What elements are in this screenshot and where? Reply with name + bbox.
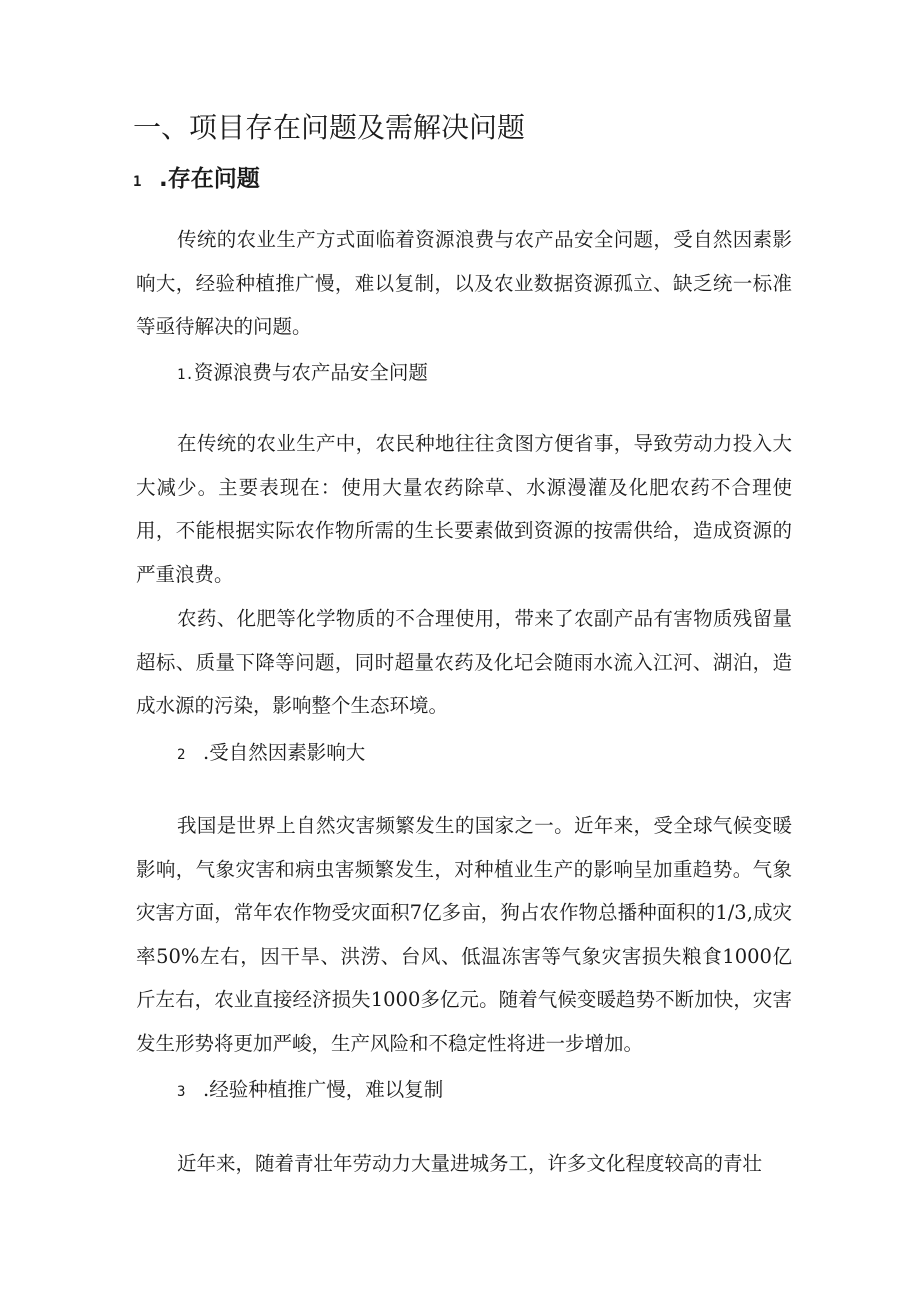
subsection-2-paragraph-1: 我国是世界上自然灾害频繁发生的国家之一。近年来，受全球气候变暖影响，气象灾害和病虫害频繁发生，对种植业生产的影响呈加重趋势。气象灾害方面，常年农作物受灾面积7亿多亩，狗占农作物总播种面积的1/3,成灾率50%左右，因干旱、洪涝、台风、低温冻害等气象灾害损失粮食1000亿斤左右，农业直接经济损失1000多亿元。随着气候变暖趋势不断加快，灾害发生形势将更加严峻，生产风险和不稳定性将进一步增加。 — [136, 814, 792, 1055]
subsection-3-paragraph-1: 近年来，随着青壮年劳动力大量进城务工，许多文化程度较高的青壮 — [177, 1152, 763, 1175]
subsection-2-heading — [177, 738, 365, 770]
subsection-1-heading — [177, 358, 428, 390]
subsection-1-title: 资源浪费与农产品安全问题 — [193, 361, 428, 384]
section-heading — [133, 162, 260, 199]
subsection-1-number: 1. — [177, 367, 194, 383]
subsection-1-paragraph-2: 农药、化肥等化学物质的不合理使用，带来了农副产品有害物质残留量超标、质量下降等问题，同时超量农药及化圮会随雨水流入江河、湖泊，造成水源的污染，影响整个生态环境。 — [136, 607, 792, 717]
subsection-2-title: .受自然因素影响大 — [203, 741, 366, 764]
subsection-3-number: 3 — [177, 1084, 186, 1100]
intro-paragraph: 传统的农业生产方式面临着资源浪费与农产品安全问题，受自然因素影响大，经验种植推广慢，难以复制，以及农业数据资源孤立、缺乏统一标准等亟待解决的问题。 — [136, 228, 792, 338]
subsection-1-paragraph-1: 在传统的农业生产中，农民种地往往贪图方便省事，导致劳动力投入大大减少。主要表现在：使用大量农药除草、水源漫灌及化肥农药不合理使用，不能根据实际农作物所需的生长要素做到资源的按需供给，造成资源的严重浪费。 — [136, 432, 792, 586]
subsection-3-title: .经验种植推广慢，难以复制 — [203, 1078, 444, 1101]
subsection-2-number: 2 — [177, 747, 186, 763]
section-heading-title: .存在问题 — [159, 166, 260, 192]
subsection-3-heading — [177, 1075, 443, 1107]
main-heading: 一、项目存在问题及需解决问题 — [133, 111, 526, 144]
section-heading-number: 1 — [133, 174, 142, 190]
